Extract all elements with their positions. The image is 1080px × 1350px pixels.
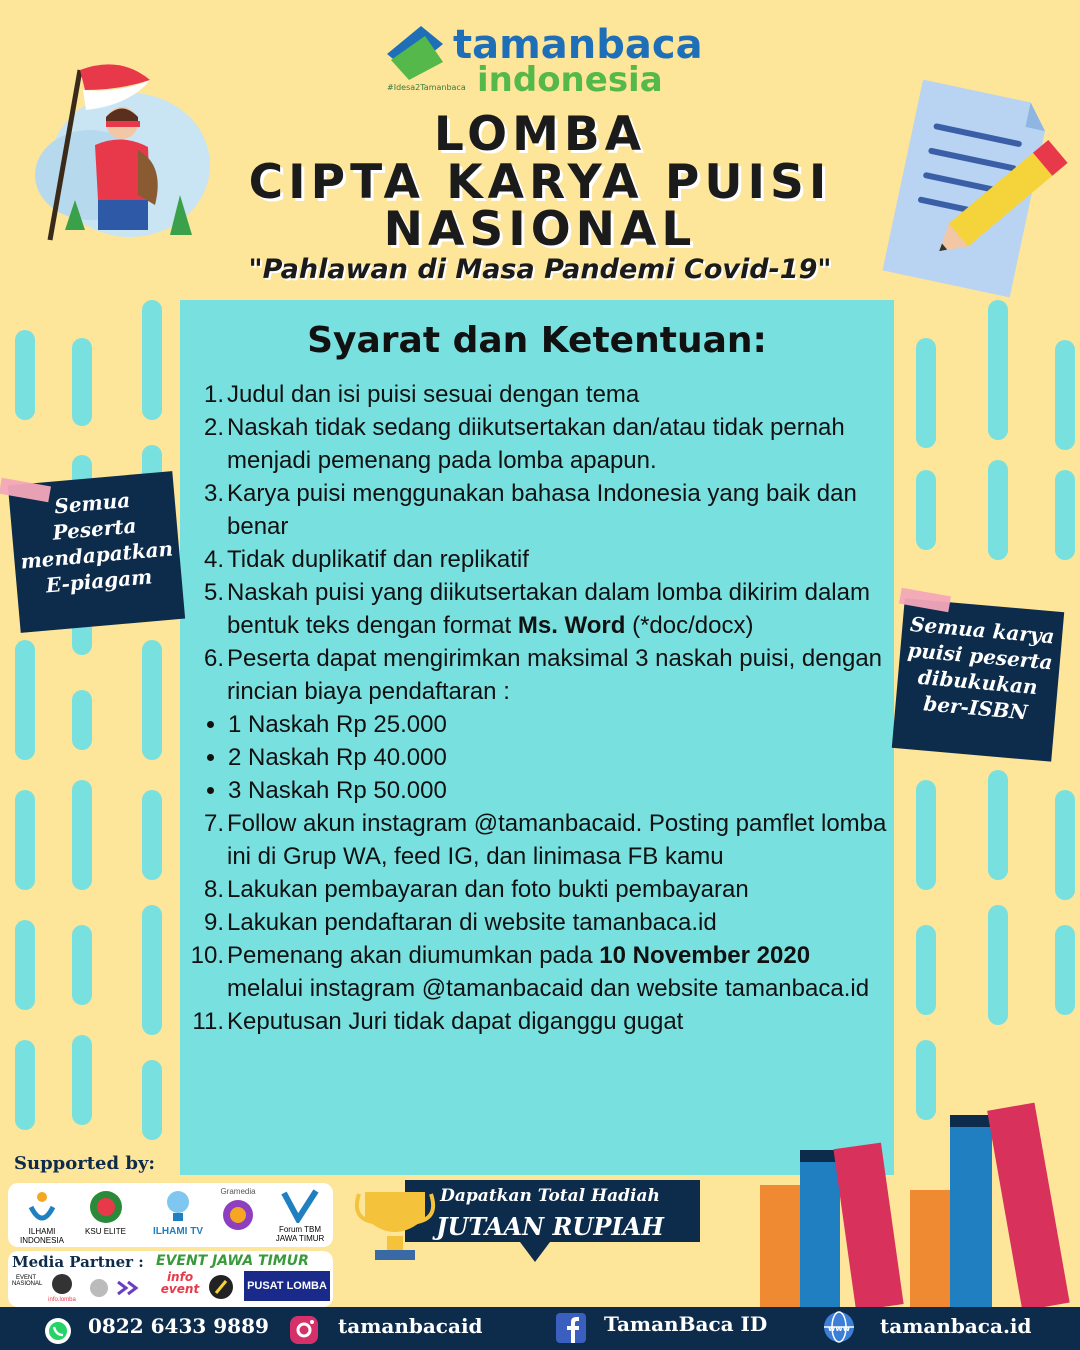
decor-dash bbox=[1055, 470, 1075, 560]
sponsor-logo: KSU ELITE bbox=[78, 1189, 133, 1236]
fee-list bbox=[180, 708, 894, 807]
sponsor-logo: Forum TBM JAWA TIMUR bbox=[270, 1189, 330, 1243]
gramedia-icon bbox=[221, 1196, 255, 1234]
ksu-icon bbox=[89, 1189, 123, 1225]
forum-tbm-icon bbox=[280, 1189, 320, 1223]
rule-item: 8. Lakukan pembayaran dan foto bukti pembayaran bbox=[203, 876, 749, 903]
media-logo: EVENT NASIONAL bbox=[12, 1275, 43, 1287]
decor-dash bbox=[15, 1040, 35, 1130]
fee-item: • 1 Naskah Rp 25.000 bbox=[228, 708, 894, 741]
decor-dash bbox=[72, 1035, 92, 1125]
media-icons bbox=[88, 1277, 148, 1299]
lightbulb-icon bbox=[163, 1189, 193, 1223]
decor-dash bbox=[142, 905, 162, 1035]
sponsor-logo: Gramedia bbox=[213, 1187, 263, 1236]
info-lomba-icon bbox=[49, 1273, 75, 1295]
rules-list bbox=[180, 378, 894, 1038]
rule-item: 9. Lakukan pendaftaran di website tamanbaca.id bbox=[203, 909, 717, 936]
pen-icon bbox=[208, 1273, 234, 1301]
prize-line1: Dapatkan Total Hadiah bbox=[440, 1186, 660, 1206]
media-logo bbox=[208, 1273, 234, 1305]
books-illustration bbox=[760, 1090, 1080, 1308]
decor-dash bbox=[15, 920, 35, 1010]
supported-label: Supported by: bbox=[14, 1153, 156, 1174]
decor-dash bbox=[1055, 925, 1075, 1015]
media-logo-group bbox=[88, 1277, 148, 1299]
decor-dash bbox=[988, 905, 1008, 1025]
rules-heading: Syarat dan Ketentuan: bbox=[307, 320, 767, 361]
note-e-piagam: Semua Peserta mendapatkan E-piagam bbox=[8, 471, 185, 633]
svg-text:www: www bbox=[827, 1324, 851, 1333]
media-logo: info.lomba bbox=[42, 1273, 82, 1303]
decor-dash bbox=[988, 300, 1008, 440]
rule-item: 7. Follow akun instagram @tamanbacaid. Posting pamflet lomba ini di Grup WA, feed IG, dan linimasa FB kamu bbox=[203, 810, 887, 870]
decor-dash bbox=[1055, 790, 1075, 900]
footer-facebook[interactable]: TamanBaca ID bbox=[604, 1312, 768, 1336]
logo-line2: indonesia bbox=[477, 60, 663, 100]
logo-tagline: #Idesa2Tamanbaca bbox=[387, 83, 466, 92]
media-partner-box bbox=[8, 1251, 333, 1307]
tamanbaca-logo bbox=[385, 22, 705, 100]
rule-item: 6. Peserta dapat mengirimkan maksimal 3 naskah puisi, dengan rincian biaya pendaftaran : bbox=[203, 645, 883, 705]
title-line2: CIPTA KARYA PUISI bbox=[248, 155, 832, 210]
instagram-icon bbox=[288, 1314, 320, 1346]
decor-dash bbox=[916, 925, 936, 1015]
prize-line2: JUTAAN RUPIAH bbox=[436, 1212, 664, 1241]
fee-item: • 3 Naskah Rp 50.000 bbox=[228, 774, 894, 807]
decor-dash bbox=[72, 338, 92, 426]
facebook-icon bbox=[555, 1312, 587, 1344]
decor-dash bbox=[988, 770, 1008, 880]
title-line3: NASIONAL bbox=[383, 202, 697, 257]
fee-item: • 2 Naskah Rp 40.000 bbox=[228, 741, 894, 774]
ilhami-icon bbox=[27, 1189, 57, 1225]
rule-item: 10. Pemenang akan diumumkan pada 10 November 2020 melalui instagram @tamanbacaid dan website tamanbaca.id bbox=[190, 942, 870, 1002]
logo-line1: tamanbaca bbox=[453, 22, 703, 68]
media-logo: info event bbox=[160, 1270, 200, 1296]
prize-banner bbox=[355, 1178, 700, 1270]
decor-dash bbox=[916, 780, 936, 890]
decor-dash bbox=[72, 925, 92, 1005]
subtitle: "Pahlawan di Masa Pandemi Covid-19" bbox=[248, 254, 832, 285]
rule-item: 4. Tidak duplikatif dan replikatif bbox=[203, 546, 529, 573]
decor-dash bbox=[72, 780, 92, 890]
footer-website[interactable]: tamanbaca.id bbox=[880, 1314, 1032, 1338]
decor-dash bbox=[72, 690, 92, 750]
rule-item: 11. Keputusan Juri tidak dapat diganggu gugat bbox=[192, 1008, 684, 1035]
note-isbn: Semua karya puisi peserta dibukukan ber-ISBN bbox=[892, 598, 1064, 761]
decor-dash bbox=[142, 640, 162, 760]
sponsor-logo: ILHAMI INDONESIA bbox=[12, 1189, 72, 1245]
decor-dash bbox=[15, 640, 35, 760]
whatsapp-icon bbox=[44, 1317, 72, 1345]
media-heading: EVENT JAWA TIMUR bbox=[156, 1253, 309, 1269]
footer-phone[interactable]: 0822 6433 9889 bbox=[88, 1314, 269, 1338]
sponsor-logos bbox=[8, 1183, 333, 1247]
footer-instagram[interactable]: tamanbacaid bbox=[338, 1314, 483, 1338]
rules-panel bbox=[180, 300, 894, 1175]
rule-item: 3. Karya puisi menggunakan bahasa Indonesia yang baik dan benar bbox=[203, 480, 857, 540]
decor-dash bbox=[1055, 340, 1075, 450]
rule-item: 1. Judul dan isi puisi sesuai dengan tema bbox=[203, 381, 640, 408]
decor-dash bbox=[916, 338, 936, 448]
title-line1: LOMBA bbox=[433, 107, 647, 162]
decor-dash bbox=[916, 470, 936, 550]
decor-dash bbox=[15, 790, 35, 890]
decor-dash bbox=[988, 460, 1008, 560]
media-logo: PUSAT LOMBA bbox=[244, 1271, 330, 1301]
globe-icon bbox=[822, 1310, 856, 1344]
sponsor-logo: ILHAMI TV bbox=[143, 1189, 213, 1237]
rule-item: 5. Naskah puisi yang diikutsertakan dalam lomba dikirim dalam bentuk teks dengan format Ms. Word (*doc/docx) bbox=[203, 579, 870, 639]
rule-item: 2. Naskah tidak sedang diikutsertakan dan/atau tidak pernah menjadi pemenang pada lomba apapun. bbox=[203, 414, 845, 474]
decor-dash bbox=[15, 330, 35, 420]
decor-dash bbox=[142, 1060, 162, 1140]
decor-dash bbox=[142, 790, 162, 880]
media-label: Media Partner : bbox=[12, 1253, 144, 1271]
decor-dash bbox=[142, 300, 162, 420]
logo-mark-icon bbox=[385, 24, 447, 82]
